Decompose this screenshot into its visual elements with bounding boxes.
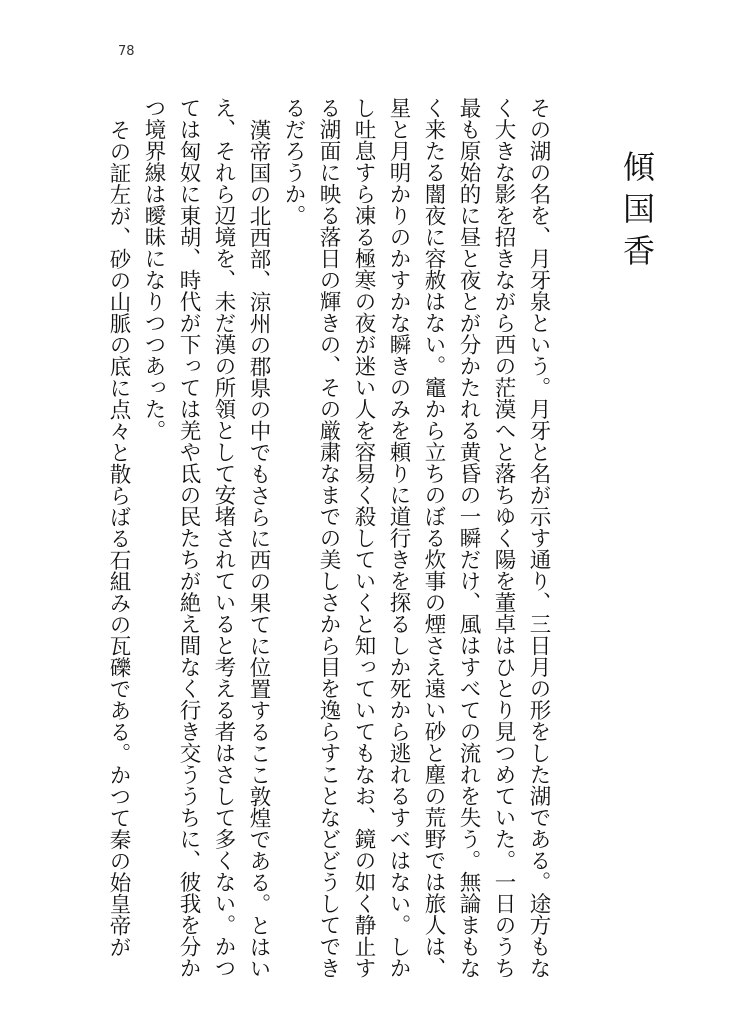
body-text [106,97,556,992]
page-number: 78 [118,44,135,59]
paragraph-3: その証左が、砂の山脈の底に点々と散らばる石組みの瓦礫である。かつて秦の始皇帝が [106,118,131,957]
chapter-title: 傾国香 [618,150,656,276]
paragraph-1: その湖の名を、月牙泉という。月牙と名が示す通り、三日月の形をした湖である。途方もなく大きな影を招きながら西の茫漠へと落ちゆく陽を董卓はひとり見つめていた。一日のうち最も原始的に昼と夜とが分かたれる黄昏の一瞬だけ、風はすべての流れを失う。無論まもなく来たる闇夜に容赦はない。竈から立ちのぼる炊事の煙さえ遠い砂と塵の荒野では旅人は、星と月明かりのかすかな瞬きのみを頼りに道行きを探るしか死から逃れるすべはない。しかし吐息すら凍る極寒の夜が迷い人を容易く殺していくと知っていてもなお、鏡の如く静止する湖面に映る落日の輝きの、その厳粛なまでの美しさから目を逸らすことなどどうしてできるだろうか。 [281,97,551,979]
paragraph-2: 漢帝国の北西部、涼州の郡県の中でもさらに西の果てに位置するここ敦煌である。とはいえ、それら辺境を、未だ漢の所領として安堵されていると考える者はさして多くない。かつては匈奴に東胡、時代が下っては羌や氐の民たちが絶え間なく行き交ううちに、彼我を分かつ境界線は曖昧になりつつあった。 [141,97,271,979]
